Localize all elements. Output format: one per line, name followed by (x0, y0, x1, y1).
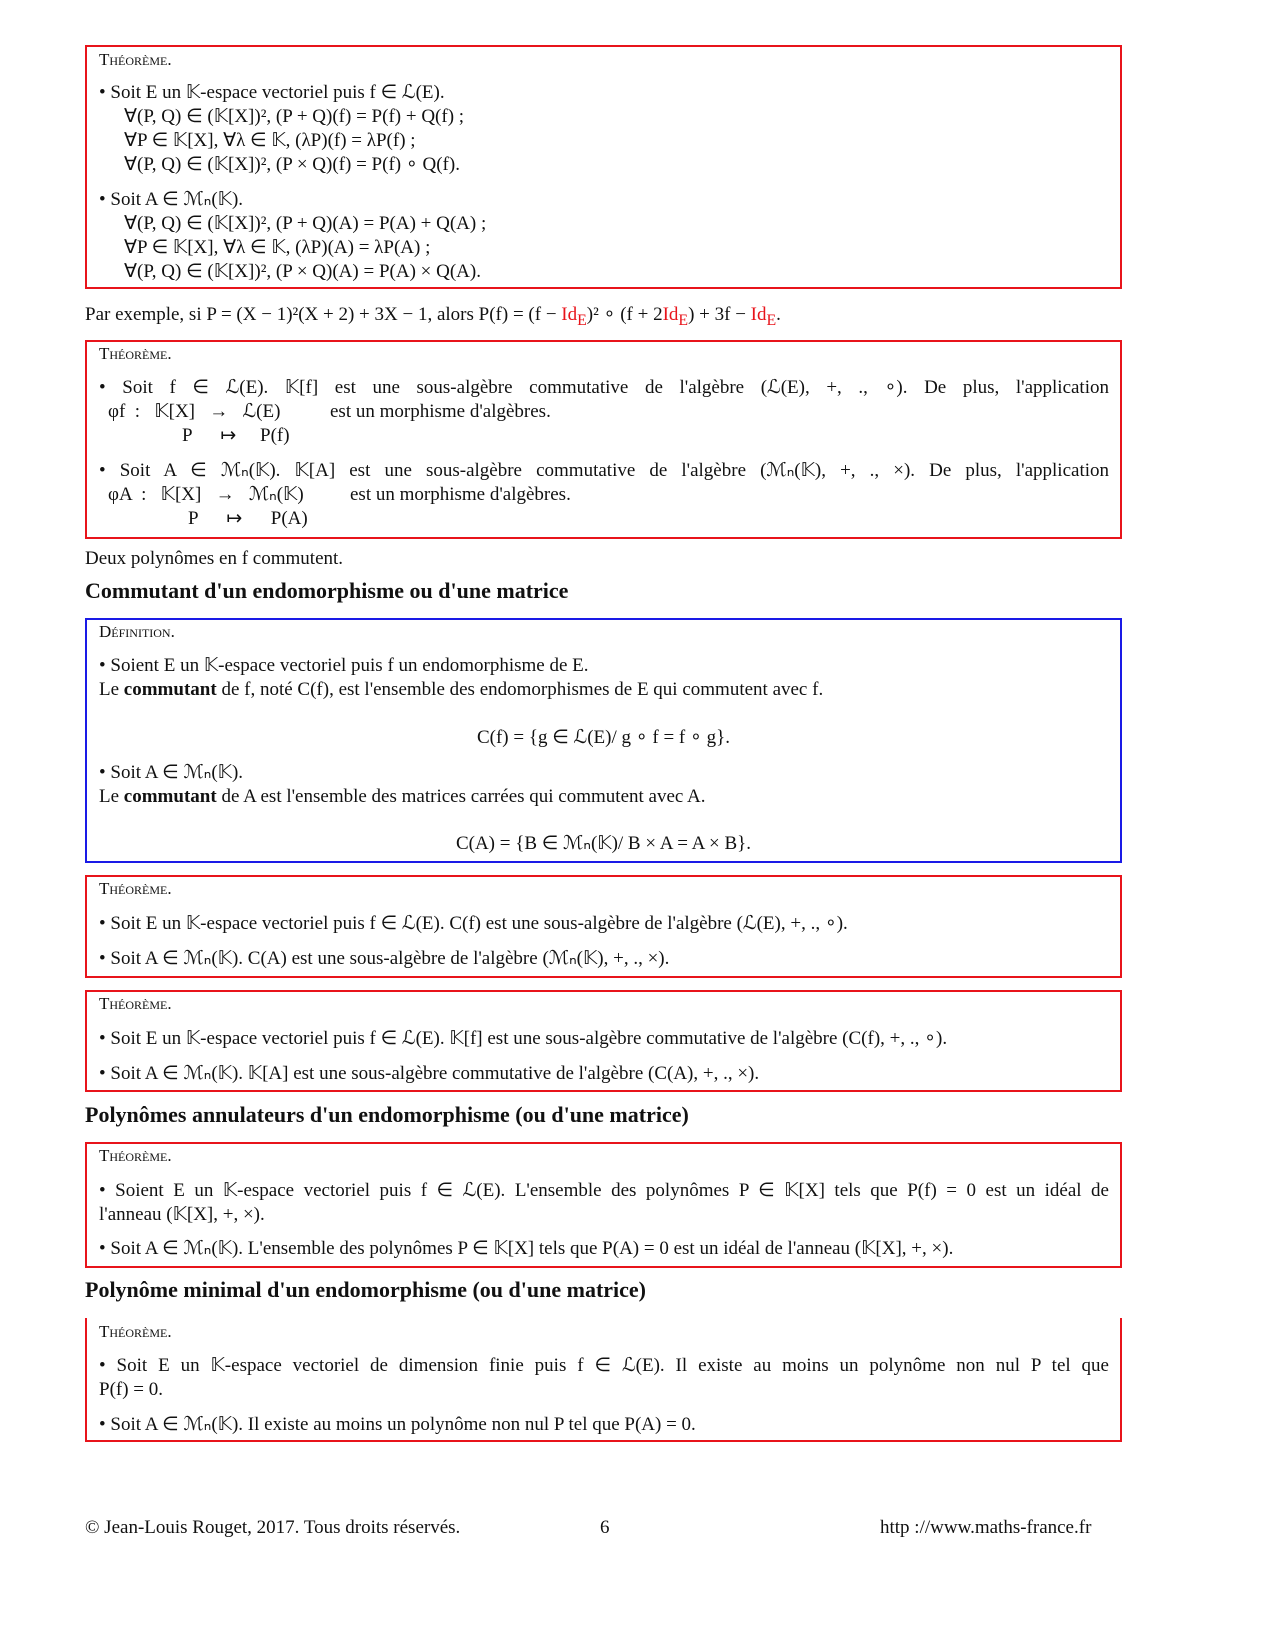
theorem-label: Théorème. (99, 1146, 172, 1165)
formula-line: ∀P ∈ 𝕂[X], ∀λ ∈ 𝕂, (λP)(A) = λP(A) ; (124, 237, 431, 258)
text: est un morphisme d'algèbres. (350, 484, 571, 505)
text-line: • Soit A ∈ ℳₙ(𝕂). 𝕂[A] est une sous-algèbre commutative de l'algèbre (ℳₙ(𝕂), +, ., ×). De plus, l'application (99, 460, 1109, 481)
text: est un morphisme d'algèbres. (330, 401, 551, 422)
text: Par exemple, si P = (X − 1)²(X + 2) + 3X − 1, alors P(f) = (f − (85, 304, 562, 325)
example-line (85, 303, 781, 333)
text-line (99, 678, 823, 702)
id: Id (750, 304, 767, 325)
formula-line: ∀(P, Q) ∈ (𝕂[X])², (P + Q)(A) = P(A) + Q(A) ; (124, 213, 487, 234)
formula-line: ∀(P, Q) ∈ (𝕂[X])², (P × Q)(f) = P(f) ∘ Q(f). (124, 154, 460, 175)
text: )² ∘ (f + 2 (586, 304, 663, 325)
section-heading: Commutant d'un endomorphisme ou d'une matrice (85, 578, 569, 603)
text-line: • Soit f ∈ ℒ(E). 𝕂[f] est une sous-algèbre commutative de l'algèbre (ℒ(E), +, ., ∘). De plus, l'application (99, 377, 1109, 398)
identity (561, 304, 587, 329)
id: Id (662, 304, 679, 325)
definition-label: Définition. (99, 622, 175, 641)
footer-copyright: © Jean-Louis Rouget, 2017. Tous droits réservés. (85, 1517, 461, 1538)
text-line: • Soit A ∈ ℳₙ(𝕂). Il existe au moins un polynôme non nul P tel que P(A) = 0. (99, 1414, 696, 1435)
text-line: • Soit E un 𝕂-espace vectoriel puis f ∈ ℒ(E). (99, 82, 445, 103)
text-line: • Soient E un 𝕂-espace vectoriel puis f ∈ ℒ(E). L'ensemble des polynômes P ∈ 𝕂[X] tels que P(f) = 0 est un idéal de (99, 1180, 1109, 1201)
text: ) + 3f − (688, 304, 751, 325)
theorem-label: Théorème. (99, 879, 172, 898)
page-number: 6 (600, 1517, 610, 1538)
text-line: • Soit E un 𝕂-espace vectoriel de dimension finie puis f ∈ ℒ(E). Il existe au moins un polynôme non nul P tel que (99, 1355, 1109, 1376)
text-line: • Soit A ∈ ℳₙ(𝕂). 𝕂[A] est une sous-algèbre commutative de l'algèbre (C(A), +, ., ×). (99, 1063, 760, 1084)
text-line: l'anneau (𝕂[X], +, ×). (99, 1204, 265, 1225)
text-line: • Soit A ∈ ℳₙ(𝕂). L'ensemble des polynômes P ∈ 𝕂[X] tels que P(A) = 0 est un idéal de l'anneau (𝕂[X], +, ×). (99, 1238, 954, 1259)
term: commutant (123, 679, 217, 700)
section-heading: Polynôme minimal d'un endomorphisme (ou d'une matrice) (85, 1277, 647, 1302)
section-heading: Polynômes annulateurs d'un endomorphisme (ou d'une matrice) (85, 1102, 689, 1127)
theorem-label: Théorème. (99, 344, 172, 363)
sub: E (766, 311, 777, 329)
text-line: • Soit E un 𝕂-espace vectoriel puis f ∈ ℒ(E). C(f) est une sous-algèbre de l'algèbre (ℒ(E), +, ., ∘). (99, 913, 848, 934)
text: de A est l'ensemble des matrices carrées qui commutent avec A. (216, 786, 706, 807)
text: Le (99, 786, 124, 807)
text-line: • Soient E un 𝕂-espace vectoriel puis f un endomorphisme de E. (99, 655, 589, 676)
text-line: • Soit A ∈ ℳₙ(𝕂). C(A) est une sous-algèbre de l'algèbre (ℳₙ(𝕂), +, ., ×). (99, 948, 670, 969)
id: Id (561, 304, 578, 325)
theorem-label: Théorème. (99, 994, 172, 1013)
text-line: • Soit A ∈ ℳₙ(𝕂). (99, 189, 244, 210)
sub: E (678, 311, 689, 329)
formula-line: ∀P ∈ 𝕂[X], ∀λ ∈ 𝕂, (λP)(f) = λP(f) ; (124, 130, 416, 151)
footer-url[interactable]: http ://www.maths-france.fr (880, 1517, 1092, 1538)
text: . (776, 304, 781, 325)
text: Le (99, 679, 124, 700)
map-line: φf : 𝕂[X] → ℒ(E) (108, 401, 281, 422)
formula: C(f) = {g ∈ ℒ(E)/ g ∘ f = f ∘ g}. (476, 727, 731, 748)
text-line: • Soit A ∈ ℳₙ(𝕂). (99, 762, 244, 783)
text-line: • Soit E un 𝕂-espace vectoriel puis f ∈ ℒ(E). 𝕂[f] est une sous-algèbre commutative de l'algèbre (C(f), +, ., ∘). (99, 1028, 948, 1049)
text-line: P(f) = 0. (99, 1379, 164, 1400)
text-line (99, 785, 706, 809)
identity (750, 304, 777, 329)
map-line: P ↦ P(A) (188, 508, 308, 529)
theorem-label: Théorème. (99, 1322, 172, 1341)
map-line: P ↦ P(f) (182, 425, 290, 446)
theorem-label: Théorème. (99, 50, 172, 69)
remark: Deux polynômes en f commutent. (85, 548, 344, 569)
formula: C(A) = {B ∈ ℳₙ(𝕂)/ B × A = A × B}. (455, 833, 752, 854)
map-line: φA : 𝕂[X] → ℳₙ(𝕂) (108, 484, 304, 505)
term: commutant (123, 786, 217, 807)
formula-line: ∀(P, Q) ∈ (𝕂[X])², (P + Q)(f) = P(f) + Q(f) ; (124, 106, 465, 127)
formula-line: ∀(P, Q) ∈ (𝕂[X])², (P × Q)(A) = P(A) × Q(A). (124, 261, 481, 282)
identity (662, 304, 689, 329)
sub: E (577, 311, 587, 329)
text: de f, noté C(f), est l'ensemble des endomorphismes de E qui commutent avec f. (216, 679, 824, 700)
